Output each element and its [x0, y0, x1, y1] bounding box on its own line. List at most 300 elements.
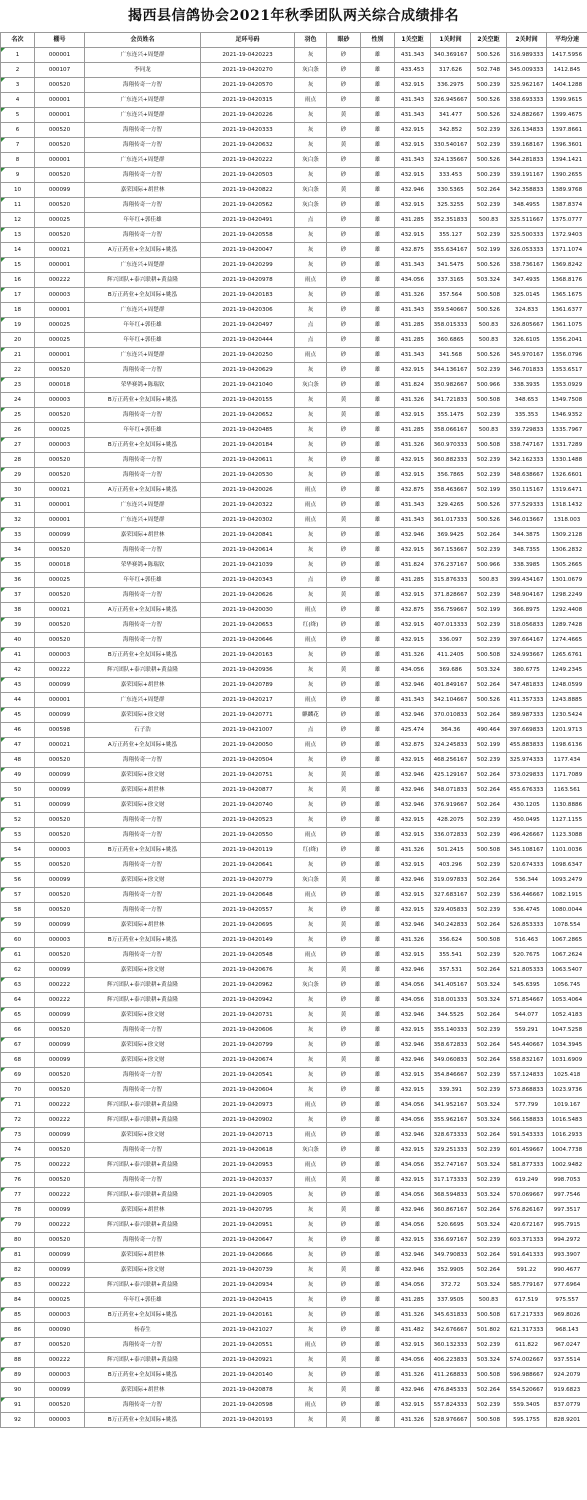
cell-leg1-distance: 431.285 [395, 318, 431, 333]
cell-member-name: 嘉荣国际+徐文财 [85, 1038, 201, 1053]
cell-member-name: 嘉荣国际+胡世林 [85, 183, 201, 198]
cell-loft-no: 000520 [35, 618, 85, 633]
cell-rank: 61 [1, 948, 35, 963]
cell-sex: 雄 [361, 228, 395, 243]
cell-rank: 34 [1, 543, 35, 558]
table-row [1, 483, 587, 498]
cell-eye-sand: 砂 [327, 198, 361, 213]
cell-member-name: 海翔传奇一方智 [85, 813, 201, 828]
cell-member-name: 海翔传奇一方智 [85, 468, 201, 483]
cell-leg1-time: 324.135667 [431, 153, 471, 168]
cell-leg2-time: 348.7355 [507, 543, 547, 558]
cell-leg1-time: 468.256167 [431, 753, 471, 768]
cell-rank: 91 [1, 1398, 35, 1413]
cell-member-name: 年年红+郭佳雄 [85, 423, 201, 438]
cell-feather-color: 灰 [295, 1218, 327, 1233]
cell-leg2-time: 574.002667 [507, 1353, 547, 1368]
cell-sex: 雄 [361, 138, 395, 153]
cell-member-name: B万正药业+全友国际+姚泓 [85, 1368, 201, 1383]
cell-loft-no: 000520 [35, 633, 85, 648]
cell-sex: 雄 [361, 123, 395, 138]
cell-avg-speed: 1356.2041 [547, 333, 587, 348]
cell-loft-no: 000018 [35, 558, 85, 573]
cell-eye-sand: 砂 [327, 1083, 361, 1098]
cell-ring-no: 2021-19-0420548 [201, 948, 295, 963]
table-row [1, 468, 587, 483]
cell-rank: 28 [1, 453, 35, 468]
cell-eye-sand: 砂 [327, 468, 361, 483]
cell-feather-color: 灰白条 [295, 198, 327, 213]
table-row [1, 213, 587, 228]
cell-sex: 雄 [361, 573, 395, 588]
cell-eye-sand: 砂 [327, 213, 361, 228]
table-row [1, 543, 587, 558]
cell-rank: 42 [1, 663, 35, 678]
cell-sex: 雄 [361, 1398, 395, 1413]
cell-leg1-time: 425.129167 [431, 768, 471, 783]
cell-ring-no: 2021-19-0420343 [201, 573, 295, 588]
cell-leg2-distance: 502.239 [471, 753, 507, 768]
cell-leg2-distance: 502.239 [471, 1083, 507, 1098]
cell-eye-sand: 砂 [327, 573, 361, 588]
cell-member-name: 嘉荣国际+胡世林 [85, 528, 201, 543]
cell-eye-sand: 黄 [327, 1353, 361, 1368]
cell-member-name: 海翔传奇一方智 [85, 1068, 201, 1083]
cell-leg1-time: 407.013333 [431, 618, 471, 633]
cell-leg2-distance: 500.526 [471, 153, 507, 168]
cell-ring-no: 2021-19-0420695 [201, 918, 295, 933]
cell-avg-speed: 1002.9482 [547, 1158, 587, 1173]
cell-ring-no: 2021-19-0420771 [201, 708, 295, 723]
cell-leg2-time: 591.641333 [507, 1248, 547, 1263]
cell-eye-sand: 黄 [327, 108, 361, 123]
cell-sex: 雄 [361, 1188, 395, 1203]
table-row [1, 318, 587, 333]
cell-feather-color: 灰 [295, 543, 327, 558]
table-row [1, 708, 587, 723]
cell-leg1-distance: 432.915 [395, 198, 431, 213]
cell-feather-color: 灰 [295, 963, 327, 978]
cell-leg1-distance: 432.915 [395, 228, 431, 243]
cell-leg1-distance: 431.326 [395, 393, 431, 408]
cell-rank: 78 [1, 1203, 35, 1218]
cell-feather-color: 灰 [295, 228, 327, 243]
cell-feather-color: 雨点 [295, 738, 327, 753]
cell-member-name: 辉兴团队+泰兴联耕+黄益隆 [85, 1188, 201, 1203]
table-row [1, 303, 587, 318]
cell-eye-sand: 砂 [327, 1398, 361, 1413]
cell-eye-sand: 砂 [327, 1248, 361, 1263]
cell-leg1-distance: 431.824 [395, 558, 431, 573]
cell-ring-no: 2021-19-0420936 [201, 663, 295, 678]
cell-avg-speed: 1056.745 [547, 978, 587, 993]
cell-leg1-time: 520.6695 [431, 1218, 471, 1233]
table-row [1, 843, 587, 858]
cell-leg1-time: 341.568 [431, 348, 471, 363]
cell-rank: 2 [1, 63, 35, 78]
cell-feather-color: 灰 [295, 78, 327, 93]
cell-ring-no: 2021-19-0420337 [201, 1173, 295, 1188]
cell-leg2-time: 516.463 [507, 933, 547, 948]
cell-avg-speed: 1023.9736 [547, 1083, 587, 1098]
cell-eye-sand: 砂 [327, 603, 361, 618]
cell-leg1-time: 350.982667 [431, 378, 471, 393]
table-row [1, 348, 587, 363]
cell-rank: 11 [1, 198, 35, 213]
table-row [1, 1398, 587, 1413]
cell-feather-color: 点 [295, 318, 327, 333]
cell-eye-sand: 砂 [327, 708, 361, 723]
cell-ring-no: 2021-19-0420951 [201, 1218, 295, 1233]
cell-leg1-distance: 432.915 [395, 468, 431, 483]
cell-ring-no: 2021-19-0420878 [201, 1383, 295, 1398]
table-row [1, 273, 587, 288]
cell-avg-speed: 968.143 [547, 1323, 587, 1338]
cell-leg1-distance: 434.056 [395, 978, 431, 993]
table-row [1, 933, 587, 948]
cell-sex: 雄 [361, 63, 395, 78]
cell-leg2-distance: 503.324 [471, 1098, 507, 1113]
cell-leg2-distance: 500.526 [471, 258, 507, 273]
cell-rank: 22 [1, 363, 35, 378]
cell-leg1-time: 354.846667 [431, 1068, 471, 1083]
cell-leg2-time: 338.693333 [507, 93, 547, 108]
cell-leg1-time: 360.867167 [431, 1203, 471, 1218]
cell-leg2-distance: 502.199 [471, 738, 507, 753]
cell-leg1-time: 355.140333 [431, 1023, 471, 1038]
cell-rank: 79 [1, 1218, 35, 1233]
table-row [1, 828, 587, 843]
cell-sex: 雄 [361, 1158, 395, 1173]
cell-sex: 雄 [361, 243, 395, 258]
cell-leg1-distance: 432.915 [395, 948, 431, 963]
cell-leg1-time: 358.066167 [431, 423, 471, 438]
cell-sex: 雄 [361, 858, 395, 873]
cell-leg2-time: 536.4745 [507, 903, 547, 918]
cell-leg2-distance: 500.526 [471, 303, 507, 318]
cell-leg2-time: 339.191167 [507, 168, 547, 183]
cell-leg1-distance: 432.946 [395, 798, 431, 813]
cell-eye-sand: 砂 [327, 1323, 361, 1338]
cell-leg2-distance: 500.526 [471, 693, 507, 708]
cell-leg2-time: 325.962167 [507, 78, 547, 93]
cell-leg2-time: 617.217333 [507, 1308, 547, 1323]
cell-sex: 雄 [361, 483, 395, 498]
cell-leg2-distance: 502.239 [471, 543, 507, 558]
cell-sex: 雄 [361, 753, 395, 768]
cell-loft-no: 000222 [35, 1158, 85, 1173]
cell-ring-no: 2021-19-0420557 [201, 903, 295, 918]
cell-leg2-distance: 502.264 [471, 1128, 507, 1143]
cell-leg1-time: 355.634167 [431, 243, 471, 258]
table-row [1, 93, 587, 108]
cell-leg2-distance: 502.239 [471, 198, 507, 213]
cell-member-name: B万正药业+全友国际+姚泓 [85, 648, 201, 663]
cell-ring-no: 2021-19-0420322 [201, 498, 295, 513]
cell-avg-speed: 1389.9768 [547, 183, 587, 198]
cell-eye-sand: 黄 [327, 183, 361, 198]
cell-leg1-distance: 431.326 [395, 1413, 431, 1428]
cell-rank: 74 [1, 1143, 35, 1158]
cell-loft-no: 000520 [35, 888, 85, 903]
cell-eye-sand: 黄 [327, 1203, 361, 1218]
cell-eye-sand: 砂 [327, 378, 361, 393]
cell-leg1-distance: 432.946 [395, 783, 431, 798]
cell-loft-no: 000099 [35, 963, 85, 978]
cell-eye-sand: 砂 [327, 978, 361, 993]
cell-sex: 雄 [361, 963, 395, 978]
cell-feather-color: 灰 [295, 303, 327, 318]
cell-leg1-distance: 432.915 [395, 588, 431, 603]
cell-leg2-time: 325.0145 [507, 288, 547, 303]
cell-leg1-distance: 432.915 [395, 1083, 431, 1098]
cell-avg-speed: 1346.9352 [547, 408, 587, 423]
cell-leg2-time: 338.747167 [507, 438, 547, 453]
cell-ring-no: 2021-19-0420444 [201, 333, 295, 348]
cell-leg2-time: 342.162333 [507, 453, 547, 468]
cell-leg2-distance: 502.239 [471, 1023, 507, 1038]
cell-eye-sand: 砂 [327, 1143, 361, 1158]
cell-leg1-distance: 431.326 [395, 438, 431, 453]
cell-rank: 75 [1, 1158, 35, 1173]
cell-avg-speed: 1230.5424 [547, 708, 587, 723]
cell-leg2-distance: 502.264 [471, 918, 507, 933]
cell-ring-no: 2021-19-0420250 [201, 348, 295, 363]
cell-leg2-time: 347.481833 [507, 678, 547, 693]
table-row [1, 663, 587, 678]
cell-leg1-time: 330.540167 [431, 138, 471, 153]
cell-member-name: 辉兴团队+泰兴联耕+黄益隆 [85, 978, 201, 993]
cell-leg1-distance: 432.915 [395, 363, 431, 378]
cell-loft-no: 000003 [35, 933, 85, 948]
cell-member-name: 辉兴团队+泰兴联耕+黄益隆 [85, 1158, 201, 1173]
cell-rank: 71 [1, 1098, 35, 1113]
cell-eye-sand: 砂 [327, 243, 361, 258]
cell-leg1-time: 317.173333 [431, 1173, 471, 1188]
cell-leg1-distance: 434.056 [395, 1353, 431, 1368]
table-row [1, 1053, 587, 1068]
cell-sex: 雄 [361, 648, 395, 663]
cell-rank: 53 [1, 828, 35, 843]
cell-ring-no: 2021-19-0420306 [201, 303, 295, 318]
cell-leg1-distance: 432.946 [395, 708, 431, 723]
cell-eye-sand: 砂 [327, 543, 361, 558]
cell-sex: 雄 [361, 168, 395, 183]
cell-leg1-distance: 432.915 [395, 1338, 431, 1353]
table-row [1, 678, 587, 693]
cell-ring-no: 2021-19-0420491 [201, 213, 295, 228]
cell-leg2-time: 581.877333 [507, 1158, 547, 1173]
cell-feather-color: 灰 [295, 588, 327, 603]
cell-leg2-distance: 500.526 [471, 513, 507, 528]
cell-sex: 雄 [361, 1383, 395, 1398]
cell-leg1-time: 336.097 [431, 633, 471, 648]
cell-ring-no: 2021-19-0420905 [201, 1188, 295, 1203]
cell-eye-sand: 砂 [327, 693, 361, 708]
cell-member-name: 广东连兴+周楚群 [85, 258, 201, 273]
cell-leg2-time: 577.799 [507, 1098, 547, 1113]
cell-ring-no: 2021-19-0420598 [201, 1398, 295, 1413]
cell-feather-color: 雨点 [295, 1128, 327, 1143]
cell-leg1-distance: 432.875 [395, 243, 431, 258]
cell-ring-no: 2021-19-0420641 [201, 858, 295, 873]
cell-leg1-distance: 431.343 [395, 693, 431, 708]
cell-leg1-time: 324.245833 [431, 738, 471, 753]
cell-member-name: 年年红+郭佳雄 [85, 573, 201, 588]
cell-loft-no: 000222 [35, 1278, 85, 1293]
cell-leg2-time: 455.676333 [507, 783, 547, 798]
table-row [1, 963, 587, 978]
cell-leg2-distance: 503.324 [471, 1218, 507, 1233]
cell-leg1-distance: 432.946 [395, 1383, 431, 1398]
table-row [1, 558, 587, 573]
cell-rank: 59 [1, 918, 35, 933]
cell-leg2-distance: 500.526 [471, 93, 507, 108]
table-row [1, 423, 587, 438]
cell-ring-no: 2021-19-0420504 [201, 753, 295, 768]
cell-member-name: 海翔传奇一方智 [85, 453, 201, 468]
cell-rank: 21 [1, 348, 35, 363]
cell-rank: 48 [1, 753, 35, 768]
cell-rank: 25 [1, 408, 35, 423]
cell-leg1-distance: 431.343 [395, 303, 431, 318]
table-row [1, 633, 587, 648]
table-row [1, 1338, 587, 1353]
header-leg1-distance: 1关空距 [395, 33, 431, 48]
cell-sex: 雄 [361, 1023, 395, 1038]
cell-feather-color: 灰 [295, 468, 327, 483]
table-row [1, 978, 587, 993]
cell-avg-speed: 1127.1155 [547, 813, 587, 828]
cell-loft-no: 000025 [35, 423, 85, 438]
cell-rank: 51 [1, 798, 35, 813]
cell-avg-speed: 1198.6136 [547, 738, 587, 753]
cell-leg2-time: 338.736167 [507, 258, 547, 273]
cell-ring-no: 2021-19-0420163 [201, 648, 295, 663]
cell-rank: 65 [1, 1008, 35, 1023]
cell-eye-sand: 砂 [327, 1338, 361, 1353]
cell-loft-no: 000021 [35, 738, 85, 753]
cell-avg-speed: 1130.8886 [547, 798, 587, 813]
cell-loft-no: 000520 [35, 1068, 85, 1083]
cell-leg2-distance: 502.239 [471, 1068, 507, 1083]
header-leg2-time: 2关时间 [507, 33, 547, 48]
cell-avg-speed: 1356.0796 [547, 348, 587, 363]
cell-leg2-time: 420.672167 [507, 1218, 547, 1233]
cell-loft-no: 000025 [35, 1293, 85, 1308]
cell-leg1-distance: 432.875 [395, 483, 431, 498]
cell-leg1-distance: 434.056 [395, 1218, 431, 1233]
cell-ring-no: 2021-19-0420047 [201, 243, 295, 258]
cell-leg1-distance: 432.915 [395, 858, 431, 873]
cell-eye-sand: 黄 [327, 513, 361, 528]
cell-loft-no: 000520 [35, 813, 85, 828]
cell-member-name: 海翔传奇一方智 [85, 1083, 201, 1098]
cell-loft-no: 000520 [35, 1023, 85, 1038]
cell-loft-no: 000520 [35, 753, 85, 768]
cell-leg2-time: 339.168167 [507, 138, 547, 153]
cell-leg1-distance: 434.056 [395, 663, 431, 678]
cell-leg1-distance: 431.824 [395, 378, 431, 393]
cell-leg1-time: 371.828667 [431, 588, 471, 603]
cell-rank: 60 [1, 933, 35, 948]
table-row [1, 1353, 587, 1368]
cell-leg1-distance: 431.285 [395, 423, 431, 438]
cell-loft-no: 000222 [35, 1098, 85, 1113]
cell-rank: 81 [1, 1248, 35, 1263]
cell-avg-speed: 1396.3601 [547, 138, 587, 153]
cell-feather-color: 灰 [295, 1323, 327, 1338]
cell-ring-no: 2021-19-0420877 [201, 783, 295, 798]
cell-loft-no: 000099 [35, 1038, 85, 1053]
cell-leg2-distance: 500.526 [471, 48, 507, 63]
cell-eye-sand: 砂 [327, 453, 361, 468]
cell-leg1-time: 352.747167 [431, 1158, 471, 1173]
cell-member-name: B万正药业+全友国际+姚泓 [85, 843, 201, 858]
cell-avg-speed: 1412.845 [547, 63, 587, 78]
cell-leg1-time: 340.242833 [431, 918, 471, 933]
cell-ring-no: 2021-19-0420530 [201, 468, 295, 483]
cell-member-name: A万正药业+全友国际+姚泓 [85, 603, 201, 618]
cell-avg-speed: 1399.9615 [547, 93, 587, 108]
cell-leg1-time: 557.824333 [431, 1398, 471, 1413]
table-row [1, 588, 587, 603]
cell-leg1-time: 355.1475 [431, 408, 471, 423]
cell-avg-speed: 1177.434 [547, 753, 587, 768]
cell-leg2-distance: 500.239 [471, 78, 507, 93]
cell-leg2-distance: 500.83 [471, 318, 507, 333]
table-row [1, 393, 587, 408]
cell-loft-no: 000001 [35, 348, 85, 363]
cell-leg1-time: 361.017333 [431, 513, 471, 528]
cell-avg-speed: 828.9201 [547, 1413, 587, 1428]
table-row [1, 528, 587, 543]
cell-leg1-time: 355.541 [431, 948, 471, 963]
cell-ring-no: 2021-19-0420415 [201, 1293, 295, 1308]
cell-eye-sand: 砂 [327, 1023, 361, 1038]
cell-eye-sand: 砂 [327, 1233, 361, 1248]
cell-leg1-time: 326.945667 [431, 93, 471, 108]
cell-eye-sand: 黄 [327, 588, 361, 603]
cell-leg1-distance: 434.056 [395, 1158, 431, 1173]
cell-leg2-time: 566.158833 [507, 1113, 547, 1128]
cell-member-name: 辉兴团队+泰兴联耕+黄益隆 [85, 993, 201, 1008]
cell-sex: 雄 [361, 798, 395, 813]
cell-feather-color: 灰 [295, 1293, 327, 1308]
cell-leg2-distance: 500.508 [471, 438, 507, 453]
cell-member-name: 海翔传奇一方智 [85, 363, 201, 378]
cell-avg-speed: 1305.2665 [547, 558, 587, 573]
cell-member-name: 年年红+郭佳雄 [85, 318, 201, 333]
cell-leg2-time: 536.446667 [507, 888, 547, 903]
cell-avg-speed: 997.3517 [547, 1203, 587, 1218]
cell-ring-no: 2021-19-0420618 [201, 1143, 295, 1158]
cell-leg2-distance: 500.508 [471, 1368, 507, 1383]
cell-leg1-time: 372.72 [431, 1278, 471, 1293]
cell-loft-no: 000001 [35, 48, 85, 63]
cell-rank: 5 [1, 108, 35, 123]
cell-leg2-distance: 502.239 [471, 1233, 507, 1248]
cell-leg1-time: 367.153667 [431, 543, 471, 558]
cell-avg-speed: 1318.003 [547, 513, 587, 528]
cell-leg1-distance: 431.326 [395, 1308, 431, 1323]
cell-loft-no: 000001 [35, 93, 85, 108]
cell-avg-speed: 1101.0036 [547, 843, 587, 858]
cell-leg2-time: 326.053333 [507, 243, 547, 258]
cell-rank: 26 [1, 423, 35, 438]
table-row [1, 363, 587, 378]
cell-leg2-distance: 502.239 [471, 123, 507, 138]
